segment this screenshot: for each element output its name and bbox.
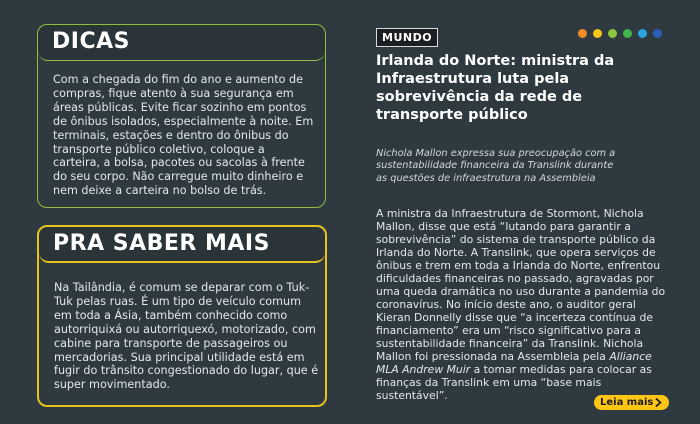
chevron-right-icon	[655, 398, 662, 407]
article-body-part1: A ministra da Infraestrutura de Stormont, Nichola Mallon, disse que está “lutando para garantir a sobrevivência” do sistema de transporte público da Irlanda do Norte. A Translink, que opera serviços de ônibus e trem em toda a Irlanda do Norte, enfrentou dificuldades financeiras no passado, agravadas por uma queda dramática no uso durante a pandemia do coronavírus. No início deste ano, o auditor geral Kieran Donnelly disse que “a incerteza contínua de financiamento” era um “risco significativo para a sustentabilidade financeira” da Translink. Nichola Mallon foi pressionada na Assembleia pela	[376, 206, 666, 363]
pra-saber-mais-header	[39, 227, 325, 263]
color-dot-green	[623, 29, 632, 38]
pra-saber-mais-card	[37, 225, 327, 407]
read-more-button[interactable]	[594, 395, 669, 410]
dicas-header	[38, 25, 325, 61]
news-article	[376, 26, 666, 402]
read-more-label: Leia mais	[600, 397, 654, 408]
article-body-italic: Alliance MLA Andrew Muir	[376, 349, 652, 376]
article-body-part2: a tomar medidas para colocar as finanças da Translink em uma “base mais sustentável”.	[376, 362, 652, 402]
color-dot-lime	[608, 29, 617, 38]
color-dot-cyan	[638, 29, 647, 38]
pra-saber-mais-body: Na Tailândia, é comum se deparar com o Tuk-Tuk pelas ruas. É um tipo de veículo comum em toda a Ásia, também conhecido como autorriquixá ou autorriquexó, motorizado, com cabine para transporte de passageiros ou mercadorias. Sua principal utilidade está em fugir do trânsito congestionado do lugar, que é super movimentado.	[54, 281, 319, 392]
article-body	[376, 207, 666, 402]
article-lede: Nichola Mallon expressa sua preocupação com a sustentabilidade financeira da Translink durante as questões de infraestrutura na Assembleia	[376, 148, 616, 184]
dicas-title: DICAS	[52, 29, 130, 54]
pra-saber-mais-title: PRA SABER MAIS	[53, 231, 270, 256]
dicas-body: Com a chegada do fim do ano e aumento de compras, fique atento à sua segurança em áreas públicas. Evite ficar sozinho em pontos de ônibus isolados, especialmente à noite. Em terminais, estações e dentro do ônibus do transporte público coletivo, coloque a carteira, a bolsa, pacotes ou sacolas à frente do seu corpo. Não carregue muito dinheiro e nem deixe a carteira no bolso de trás.	[53, 73, 314, 198]
dicas-card	[37, 24, 326, 208]
color-dots	[578, 29, 662, 38]
color-dot-yellow	[593, 29, 602, 38]
color-dot-orange	[578, 29, 587, 38]
article-headline[interactable]: Irlanda do Norte: ministra da Infraestrutura luta pela sobrevivência da rede de transporte público	[376, 53, 615, 123]
color-dot-blue	[653, 29, 662, 38]
section-tag[interactable]: MUNDO	[376, 28, 438, 47]
